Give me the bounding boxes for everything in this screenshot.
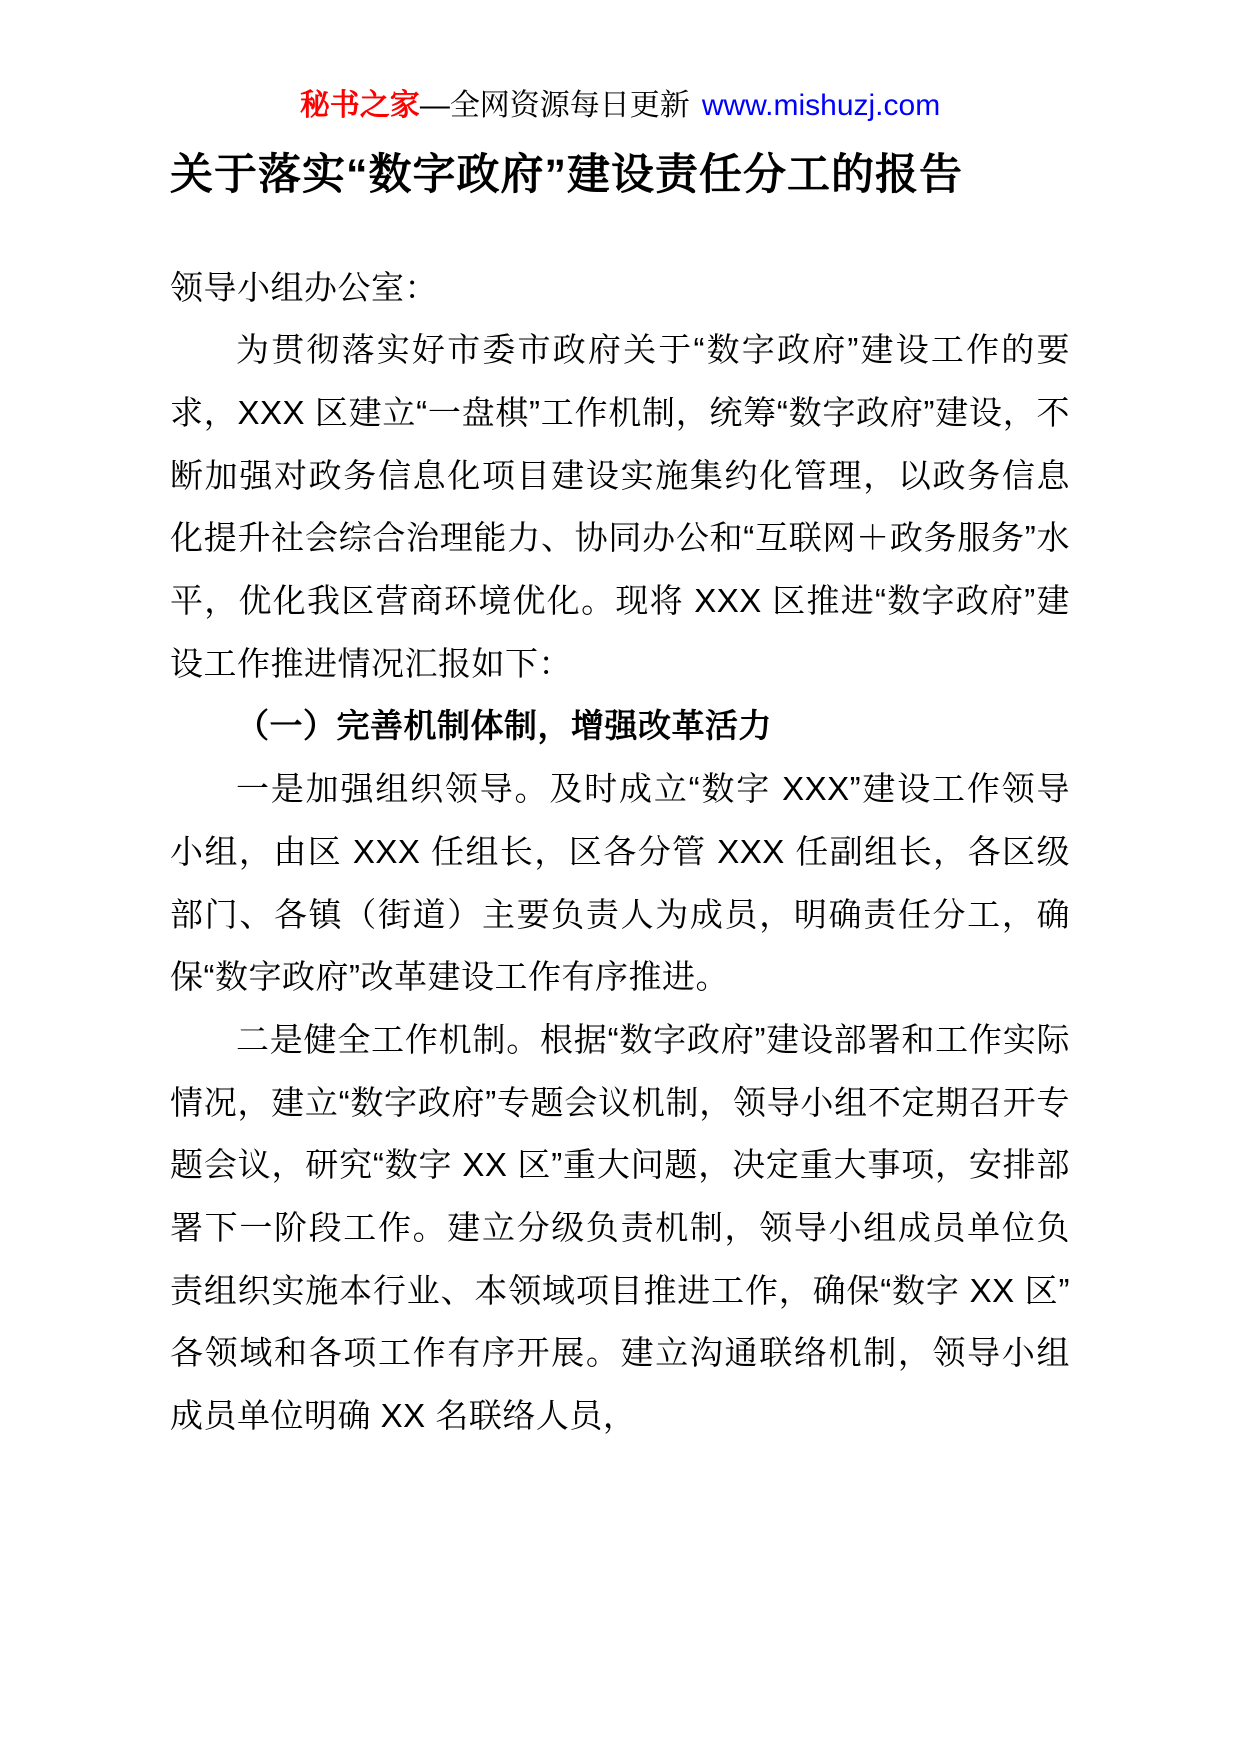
- site-brand: 秘书之家: [299, 89, 420, 122]
- document-title: 关于落实“数字政府”建设责任分工的报告: [170, 151, 963, 199]
- site-header: [170, 88, 1070, 124]
- paragraph-2: 二是健全工作机制。根据“数字政府”建设部署和工作实际情况，建立“数字政府”专题会议机制，领导小组不定期召开专题会议，研究“数字 XX 区”重大问题，决定重大事项，安排部署下一阶段工作。建立分级负责机制，领导小组成员单位负责组织实施本行业、本领域项目推进工作，确保“数字 XX 区”各领域和各项工作有序开展。建立沟通联络机制，领导小组成员单位明确 XX 名联络人员，: [170, 1020, 1070, 1435]
- header-separator: —: [419, 89, 450, 122]
- paragraph-1: 一是加强组织领导。及时成立“数字 XXX”建设工作领导小组，由区 XXX 任组长，区各分管 XXX 任副组长，各区级部门、各镇（街道）主要负责人为成员，明确责任分工，确保“数字政府”改革建设工作有序推进。: [170, 770, 1070, 996]
- site-url-link[interactable]: www.mishuzj.com: [701, 89, 941, 122]
- intro-paragraph: 为贯彻落实好市委市政府关于“数字政府”建设工作的要求，XXX 区建立“一盘棋”工作机制，统筹“数字政府”建设，不断加强对政务信息化项目建设实施集约化管理，以政务信息化提升社会综合治理能力、协同办公和“互联网＋政务服务”水平，优化我区营商环境优化。现将 XXX 区推进“数字政府”建设工作推进情况汇报如下：: [170, 331, 1070, 682]
- salutation: 领导小组办公室：: [170, 268, 438, 306]
- document-body: [170, 257, 1070, 1448]
- header-tagline: 全网资源每日更新: [449, 89, 690, 122]
- section-1-heading: （一）完善机制体制，增强改革活力: [236, 707, 772, 745]
